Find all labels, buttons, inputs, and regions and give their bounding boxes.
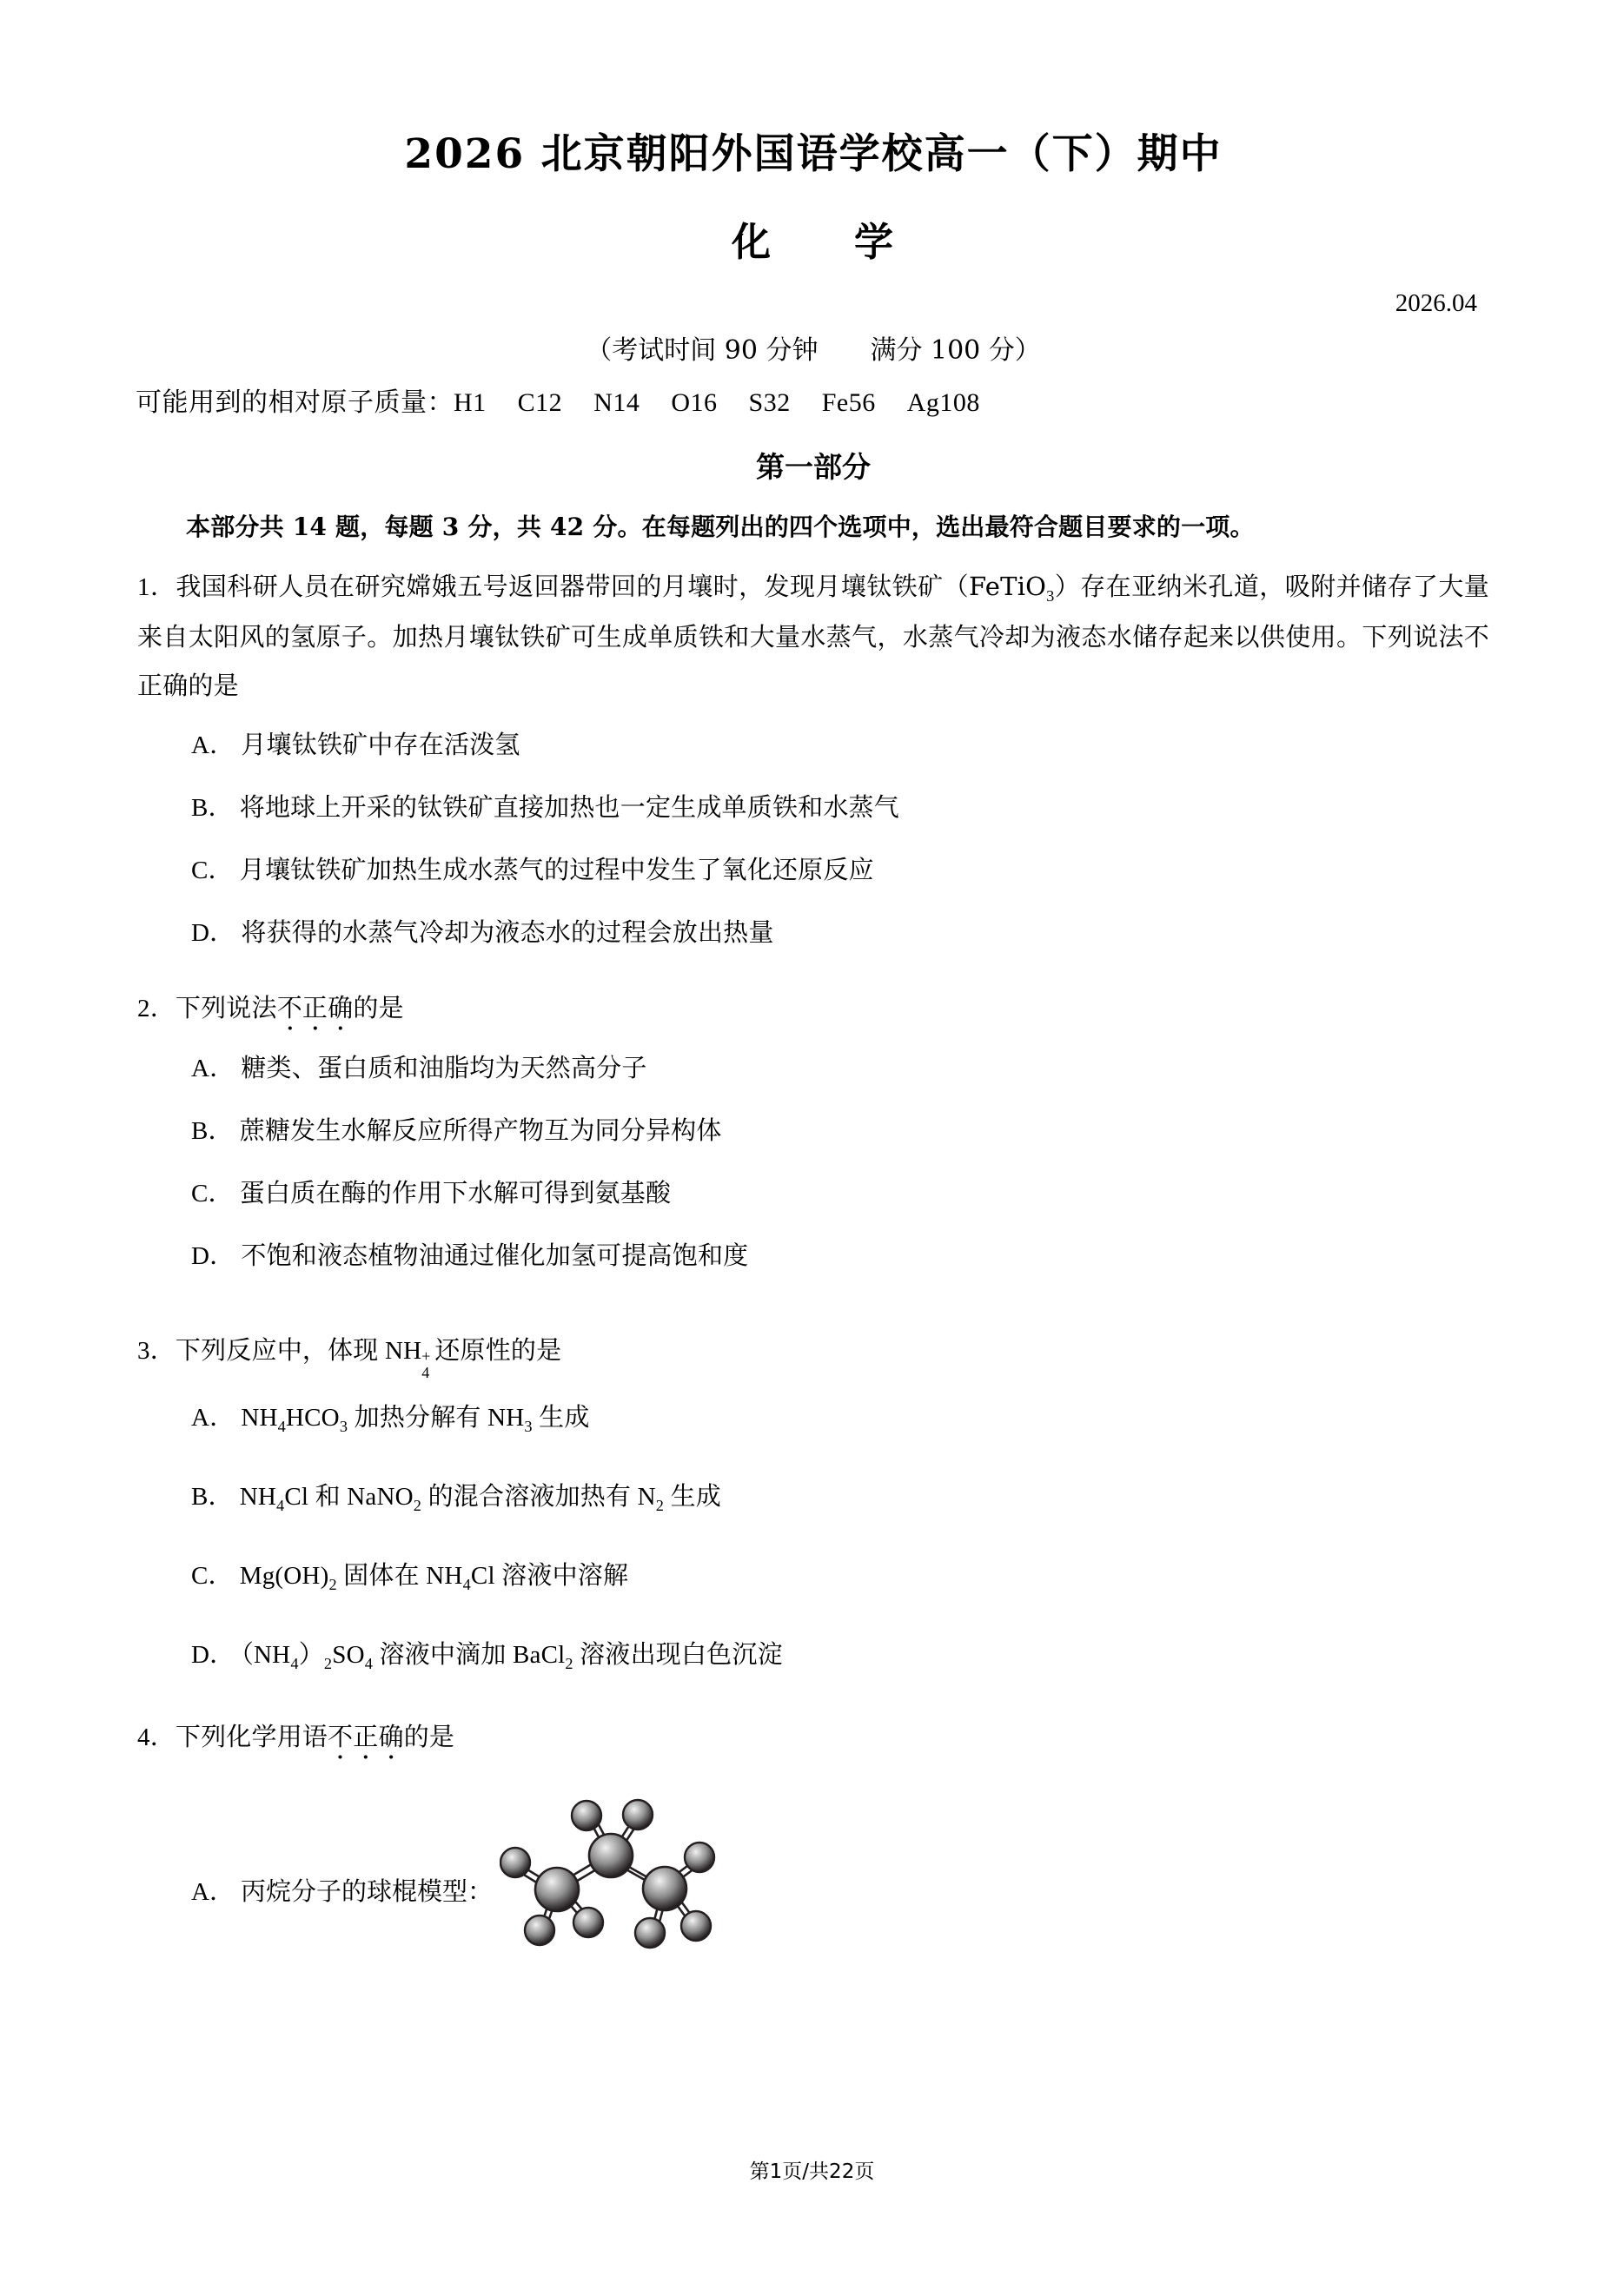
atomic-mass-n: N14 <box>593 388 640 418</box>
ion-subscript: 4 <box>421 1364 430 1382</box>
option-letter: D． <box>191 918 235 947</box>
question-3-stem-prefix: 下列反应中，体现 NH <box>175 1336 422 1365</box>
option-letter: B． <box>191 1116 234 1145</box>
question-3-number: 3． <box>137 1336 176 1365</box>
atomic-mass-label: 可能用到的相对原子质量： <box>136 387 454 419</box>
question-1-stem-part2: ）存在亚纳米孔道，吸附并储存了大量来自太阳风的氢原子。加热月壤钛铁矿可生成单质铁和大量水蒸气，水蒸气冷却为液态水储存起来以供使用。下列说法 <box>137 572 1489 652</box>
question-2 <box>137 983 1489 1287</box>
option-text: 月壤钛铁矿加热生成水蒸气的过程中发生了氧化还原反应 <box>239 854 874 884</box>
question-1-stem-part3: 的是 <box>188 671 239 701</box>
atomic-mass-line <box>136 380 1489 419</box>
question-3-option-b[interactable] <box>137 1458 1489 1537</box>
option-letter: A． <box>191 1878 235 1907</box>
question-2-option-c[interactable] <box>137 1162 1489 1225</box>
question-3-option-c[interactable] <box>137 1537 1489 1616</box>
question-1 <box>137 562 1489 964</box>
option-text: 丙烷分子的球棍模型： <box>240 1876 493 1907</box>
option-letter: B． <box>191 1483 234 1512</box>
question-2-options <box>137 1037 1489 1287</box>
question-4-emphasis: 不正确 <box>328 1721 404 1751</box>
question-2-emphasis: 不正确 <box>276 992 354 1022</box>
option-text: 糖类、蛋白质和油脂均为天然高分子 <box>241 1052 647 1082</box>
option-text: 将地球上开采的钛铁矿直接加热也一定生成单质铁和水蒸气 <box>239 791 899 822</box>
option-text: $(NH_4)_2SO_4$ 溶液中滴加 BaCl$_2$ 溶液出现白色沉淀 <box>241 1640 783 1672</box>
question-2-option-b[interactable] <box>137 1100 1489 1162</box>
ion-charge: + <box>421 1347 431 1365</box>
option-text: $NH_4HCO_3$ 加热分解有 $NH_3$ 生成 <box>241 1404 590 1436</box>
option-text: $Mg(OH)_2$ 固体在 $NH_4Cl$ 溶液中溶解 <box>239 1562 629 1593</box>
page-footer <box>0 2155 1624 2184</box>
atomic-mass-fe: Fe56 <box>821 388 876 418</box>
atomic-mass-h: H1 <box>454 388 487 418</box>
question-2-stem-suffix: 的是 <box>353 992 404 1022</box>
exam-info: （考试时间 90 分钟 满分 100 分） <box>586 335 1041 367</box>
question-1-stem-part1: 我国科研人员在研究嫦娥五号返回器带回的月壤时，发现月壤钛铁矿（FeTiO <box>176 572 1047 602</box>
question-3-options <box>137 1379 1489 1695</box>
page-number-label: 第1页/共22页 <box>749 2160 875 2183</box>
question-3-stem-suffix: 还原性的是 <box>434 1334 562 1365</box>
question-2-stem-prefix: 下列说法 <box>175 992 277 1022</box>
question-3-option-a[interactable] <box>137 1379 1489 1458</box>
exam-date: 2026.04 <box>1395 289 1477 318</box>
page-content <box>137 0 1489 1985</box>
section-title: 第一部分 <box>756 450 871 485</box>
atomic-mass-s: S32 <box>748 388 791 418</box>
option-letter: A． <box>191 1404 235 1433</box>
question-1-option-a[interactable] <box>137 714 1489 777</box>
question-1-options <box>137 714 1489 964</box>
option-text: 月壤钛铁矿中存在活泼氢 <box>241 729 520 759</box>
subject-title: 化 学 <box>731 219 895 266</box>
option-text: 蛋白质在酶的作用下水解可得到氨基酸 <box>239 1177 672 1208</box>
option-letter: A． <box>191 1054 235 1082</box>
question-1-option-b[interactable] <box>137 777 1489 839</box>
question-2-stem <box>137 983 1489 1034</box>
option-a-label <box>191 1872 493 1908</box>
question-4 <box>137 1712 1489 1986</box>
page-title: 2026 北京朝阳外国语学校高一（下）期中 <box>404 130 1223 178</box>
atomic-mass-c: C12 <box>517 388 563 418</box>
option-letter: C． <box>191 856 234 884</box>
atomic-mass-o: O16 <box>671 388 718 418</box>
option-letter: C． <box>191 1562 234 1591</box>
question-1-formula-subscript: 3 <box>1046 586 1055 605</box>
question-3 <box>137 1326 1489 1695</box>
question-4-number: 4． <box>137 1723 176 1751</box>
section-instruction: 本部分共 14 题，每题 3 分，共 42 分。在每题列出的四个选项中，选出最符合题目要求的一项。 <box>186 513 1255 542</box>
option-letter: B． <box>191 793 234 822</box>
option-text: 不饱和液态植物油通过催化加氢可提高饱和度 <box>241 1240 749 1270</box>
question-4-stem-prefix: 下列化学用语 <box>175 1721 328 1751</box>
propane-ball-and-stick-model-icon <box>500 1790 726 1985</box>
option-text: $NH_4Cl$ 和 NaNO$_2$ 的混合溶液加热有 $N_2$ 生成 <box>239 1483 721 1514</box>
question-4-option-a[interactable] <box>137 1795 1489 1985</box>
question-1-number: 1． <box>137 573 176 602</box>
question-3-option-d[interactable] <box>137 1616 1489 1695</box>
option-text: 蔗糖发生水解反应所得产物互为同分异构体 <box>239 1115 722 1145</box>
question-1-stem <box>137 562 1489 711</box>
question-3-stem <box>137 1326 1489 1382</box>
question-2-number: 2． <box>137 994 176 1022</box>
question-2-option-a[interactable] <box>137 1037 1489 1100</box>
question-4-stem <box>137 1712 1489 1763</box>
option-text: 将获得的水蒸气冷却为液态水的过程会放出热量 <box>241 916 774 947</box>
option-letter: A． <box>191 731 235 759</box>
atomic-mass-ag: Ag108 <box>906 388 980 418</box>
question-1-emphasis: 不正确 <box>137 621 1489 701</box>
option-letter: C． <box>191 1179 234 1208</box>
option-letter: D． <box>191 1640 235 1669</box>
question-4-options <box>137 1795 1489 1985</box>
question-4-stem-suffix: 的是 <box>403 1721 455 1751</box>
question-1-option-c[interactable] <box>137 839 1489 902</box>
question-1-option-d[interactable] <box>137 902 1489 964</box>
option-letter: D． <box>191 1241 235 1270</box>
question-2-option-d[interactable] <box>137 1225 1489 1287</box>
